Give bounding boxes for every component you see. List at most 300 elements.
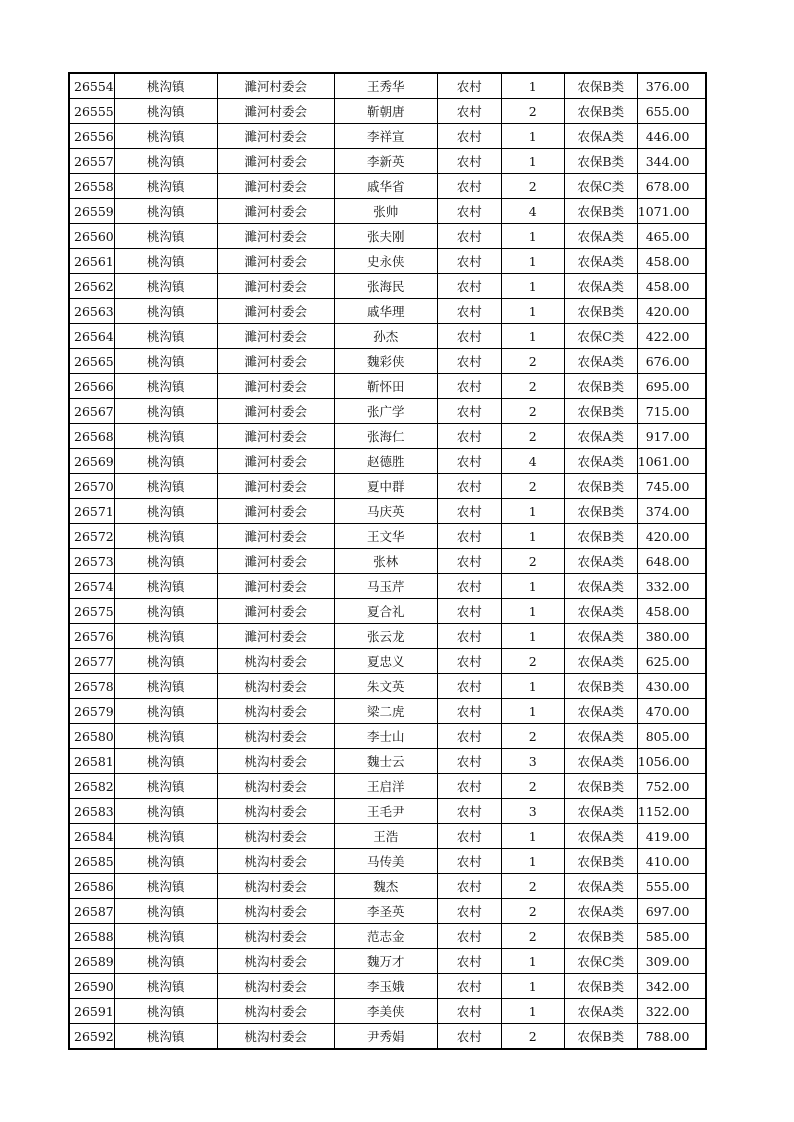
town-cell: 桃沟镇: [114, 324, 217, 349]
record-id-cell: 26567: [69, 399, 114, 424]
amount-cell: 380.00: [637, 624, 706, 649]
insurance-class-cell: 农保B类: [564, 1024, 637, 1050]
town-cell: 桃沟镇: [114, 424, 217, 449]
record-id-cell: 26579: [69, 699, 114, 724]
record-id-cell: 26590: [69, 974, 114, 999]
person-name-cell: 张帅: [334, 199, 437, 224]
town-cell: 桃沟镇: [114, 124, 217, 149]
record-id-cell: 26573: [69, 549, 114, 574]
village-committee-cell: 桃沟村委会: [217, 649, 334, 674]
person-name-cell: 戚华省: [334, 174, 437, 199]
amount-cell: 420.00: [637, 524, 706, 549]
table-row: [69, 299, 706, 324]
area-type-cell: 农村: [437, 549, 501, 574]
record-id-cell: 26586: [69, 874, 114, 899]
amount-cell: 745.00: [637, 474, 706, 499]
insurance-class-cell: 农保A类: [564, 224, 637, 249]
town-cell: 桃沟镇: [114, 174, 217, 199]
amount-cell: 344.00: [637, 149, 706, 174]
insurance-class-cell: 农保A类: [564, 249, 637, 274]
amount-cell: 655.00: [637, 99, 706, 124]
village-committee-cell: 濉河村委会: [217, 624, 334, 649]
amount-cell: 446.00: [637, 124, 706, 149]
record-id-cell: 26565: [69, 349, 114, 374]
town-cell: 桃沟镇: [114, 574, 217, 599]
table-row: [69, 1024, 706, 1050]
village-committee-cell: 濉河村委会: [217, 124, 334, 149]
insurance-class-cell: 农保A类: [564, 899, 637, 924]
insurance-class-cell: 农保A类: [564, 574, 637, 599]
area-type-cell: 农村: [437, 599, 501, 624]
person-name-cell: 马玉芹: [334, 574, 437, 599]
town-cell: 桃沟镇: [114, 349, 217, 374]
person-name-cell: 赵德胜: [334, 449, 437, 474]
person-name-cell: 靳朝唐: [334, 99, 437, 124]
village-committee-cell: 桃沟村委会: [217, 699, 334, 724]
table-row: [69, 449, 706, 474]
household-count-cell: 2: [501, 474, 564, 499]
village-committee-cell: 濉河村委会: [217, 149, 334, 174]
table-row: [69, 599, 706, 624]
village-committee-cell: 桃沟村委会: [217, 849, 334, 874]
village-committee-cell: 桃沟村委会: [217, 924, 334, 949]
amount-cell: 430.00: [637, 674, 706, 699]
area-type-cell: 农村: [437, 499, 501, 524]
insurance-class-cell: 农保A类: [564, 124, 637, 149]
person-name-cell: 张云龙: [334, 624, 437, 649]
village-committee-cell: 濉河村委会: [217, 524, 334, 549]
table-row: [69, 874, 706, 899]
record-id-cell: 26557: [69, 149, 114, 174]
record-id-cell: 26572: [69, 524, 114, 549]
table-row: [69, 699, 706, 724]
person-name-cell: 李美侠: [334, 999, 437, 1024]
insurance-class-cell: 农保B类: [564, 499, 637, 524]
insurance-class-cell: 农保C类: [564, 174, 637, 199]
area-type-cell: 农村: [437, 924, 501, 949]
record-id-cell: 26574: [69, 574, 114, 599]
household-count-cell: 1: [501, 499, 564, 524]
village-committee-cell: 桃沟村委会: [217, 824, 334, 849]
area-type-cell: 农村: [437, 73, 501, 99]
household-count-cell: 3: [501, 749, 564, 774]
record-id-cell: 26576: [69, 624, 114, 649]
amount-cell: 1152.00: [637, 799, 706, 824]
amount-cell: 465.00: [637, 224, 706, 249]
area-type-cell: 农村: [437, 324, 501, 349]
town-cell: 桃沟镇: [114, 699, 217, 724]
record-id-cell: 26580: [69, 724, 114, 749]
village-committee-cell: 桃沟村委会: [217, 1024, 334, 1050]
household-count-cell: 3: [501, 799, 564, 824]
household-count-cell: 2: [501, 774, 564, 799]
household-count-cell: 1: [501, 974, 564, 999]
table-row: [69, 524, 706, 549]
amount-cell: 805.00: [637, 724, 706, 749]
person-name-cell: 尹秀娟: [334, 1024, 437, 1050]
household-count-cell: 1: [501, 949, 564, 974]
amount-cell: 697.00: [637, 899, 706, 924]
record-id-cell: 26561: [69, 249, 114, 274]
record-id-cell: 26556: [69, 124, 114, 149]
amount-cell: 1061.00: [637, 449, 706, 474]
record-id-cell: 26591: [69, 999, 114, 1024]
amount-cell: 420.00: [637, 299, 706, 324]
insurance-class-cell: 农保A类: [564, 824, 637, 849]
person-name-cell: 王秀华: [334, 73, 437, 99]
record-id-cell: 26588: [69, 924, 114, 949]
insurance-class-cell: 农保A类: [564, 549, 637, 574]
record-id-cell: 26555: [69, 99, 114, 124]
person-name-cell: 夏中群: [334, 474, 437, 499]
record-id-cell: 26562: [69, 274, 114, 299]
record-id-cell: 26568: [69, 424, 114, 449]
town-cell: 桃沟镇: [114, 599, 217, 624]
town-cell: 桃沟镇: [114, 474, 217, 499]
table-row: [69, 174, 706, 199]
town-cell: 桃沟镇: [114, 624, 217, 649]
area-type-cell: 农村: [437, 974, 501, 999]
table-row: [69, 724, 706, 749]
record-id-cell: 26577: [69, 649, 114, 674]
person-name-cell: 魏万才: [334, 949, 437, 974]
household-count-cell: 2: [501, 349, 564, 374]
person-name-cell: 夏合礼: [334, 599, 437, 624]
area-type-cell: 农村: [437, 799, 501, 824]
area-type-cell: 农村: [437, 274, 501, 299]
table-row: [69, 149, 706, 174]
amount-cell: 309.00: [637, 949, 706, 974]
table-row: [69, 824, 706, 849]
amount-cell: 470.00: [637, 699, 706, 724]
insurance-class-cell: 农保B类: [564, 474, 637, 499]
person-name-cell: 王启洋: [334, 774, 437, 799]
town-cell: 桃沟镇: [114, 149, 217, 174]
village-committee-cell: 桃沟村委会: [217, 674, 334, 699]
table-row: [69, 249, 706, 274]
household-count-cell: 2: [501, 874, 564, 899]
area-type-cell: 农村: [437, 574, 501, 599]
record-id-cell: 26569: [69, 449, 114, 474]
area-type-cell: 农村: [437, 474, 501, 499]
amount-cell: 410.00: [637, 849, 706, 874]
table-row: [69, 574, 706, 599]
village-committee-cell: 濉河村委会: [217, 499, 334, 524]
town-cell: 桃沟镇: [114, 724, 217, 749]
household-count-cell: 2: [501, 174, 564, 199]
amount-cell: 676.00: [637, 349, 706, 374]
insurance-class-cell: 农保A类: [564, 749, 637, 774]
insurance-class-cell: 农保B类: [564, 149, 637, 174]
household-count-cell: 1: [501, 699, 564, 724]
household-count-cell: 1: [501, 574, 564, 599]
amount-cell: 695.00: [637, 374, 706, 399]
area-type-cell: 农村: [437, 999, 501, 1024]
person-name-cell: 马传美: [334, 849, 437, 874]
insurance-class-cell: 农保B类: [564, 99, 637, 124]
area-type-cell: 农村: [437, 224, 501, 249]
person-name-cell: 夏忠义: [334, 649, 437, 674]
amount-cell: 322.00: [637, 999, 706, 1024]
person-name-cell: 张广学: [334, 399, 437, 424]
village-committee-cell: 濉河村委会: [217, 424, 334, 449]
village-committee-cell: 濉河村委会: [217, 399, 334, 424]
amount-cell: 458.00: [637, 599, 706, 624]
town-cell: 桃沟镇: [114, 399, 217, 424]
record-id-cell: 26584: [69, 824, 114, 849]
table-row: [69, 549, 706, 574]
person-name-cell: 李祥宣: [334, 124, 437, 149]
village-committee-cell: 濉河村委会: [217, 249, 334, 274]
village-committee-cell: 濉河村委会: [217, 73, 334, 99]
amount-cell: 458.00: [637, 249, 706, 274]
village-committee-cell: 濉河村委会: [217, 349, 334, 374]
town-cell: 桃沟镇: [114, 774, 217, 799]
insurance-class-cell: 农保B类: [564, 849, 637, 874]
record-id-cell: 26582: [69, 774, 114, 799]
household-count-cell: 1: [501, 149, 564, 174]
insurance-class-cell: 农保A类: [564, 349, 637, 374]
person-name-cell: 王毛尹: [334, 799, 437, 824]
household-count-cell: 1: [501, 524, 564, 549]
household-count-cell: 4: [501, 449, 564, 474]
area-type-cell: 农村: [437, 724, 501, 749]
insurance-class-cell: 农保A类: [564, 599, 637, 624]
insurance-class-cell: 农保A类: [564, 874, 637, 899]
amount-cell: 458.00: [637, 274, 706, 299]
village-committee-cell: 濉河村委会: [217, 374, 334, 399]
household-count-cell: 1: [501, 849, 564, 874]
amount-cell: 715.00: [637, 399, 706, 424]
area-type-cell: 农村: [437, 449, 501, 474]
insurance-class-cell: 农保A类: [564, 999, 637, 1024]
area-type-cell: 农村: [437, 849, 501, 874]
area-type-cell: 农村: [437, 424, 501, 449]
amount-cell: 1071.00: [637, 199, 706, 224]
town-cell: 桃沟镇: [114, 73, 217, 99]
insurance-class-cell: 农保C类: [564, 949, 637, 974]
village-committee-cell: 濉河村委会: [217, 299, 334, 324]
amount-cell: 788.00: [637, 1024, 706, 1050]
household-count-cell: 2: [501, 549, 564, 574]
household-count-cell: 1: [501, 274, 564, 299]
table-row: [69, 924, 706, 949]
town-cell: 桃沟镇: [114, 249, 217, 274]
area-type-cell: 农村: [437, 99, 501, 124]
insurance-class-cell: 农保A类: [564, 274, 637, 299]
household-count-cell: 4: [501, 199, 564, 224]
village-committee-cell: 桃沟村委会: [217, 874, 334, 899]
person-name-cell: 孙杰: [334, 324, 437, 349]
household-count-cell: 1: [501, 624, 564, 649]
insurance-class-cell: 农保B类: [564, 399, 637, 424]
village-committee-cell: 桃沟村委会: [217, 974, 334, 999]
person-name-cell: 朱文英: [334, 674, 437, 699]
person-name-cell: 王文华: [334, 524, 437, 549]
table-row: [69, 424, 706, 449]
village-committee-cell: 濉河村委会: [217, 174, 334, 199]
table-row: [69, 799, 706, 824]
record-id-cell: 26559: [69, 199, 114, 224]
town-cell: 桃沟镇: [114, 299, 217, 324]
area-type-cell: 农村: [437, 874, 501, 899]
insurance-class-cell: 农保B类: [564, 974, 637, 999]
town-cell: 桃沟镇: [114, 524, 217, 549]
person-name-cell: 史永侠: [334, 249, 437, 274]
town-cell: 桃沟镇: [114, 949, 217, 974]
town-cell: 桃沟镇: [114, 874, 217, 899]
village-committee-cell: 桃沟村委会: [217, 724, 334, 749]
village-committee-cell: 濉河村委会: [217, 224, 334, 249]
amount-cell: 678.00: [637, 174, 706, 199]
table-row: [69, 974, 706, 999]
amount-cell: 625.00: [637, 649, 706, 674]
person-name-cell: 王浩: [334, 824, 437, 849]
amount-cell: 648.00: [637, 549, 706, 574]
household-count-cell: 1: [501, 999, 564, 1024]
insurance-class-cell: 农保B类: [564, 524, 637, 549]
insurance-class-cell: 农保C类: [564, 324, 637, 349]
record-id-cell: 26554: [69, 73, 114, 99]
area-type-cell: 农村: [437, 349, 501, 374]
household-count-cell: 1: [501, 224, 564, 249]
household-count-cell: 2: [501, 649, 564, 674]
table-row: [69, 324, 706, 349]
area-type-cell: 农村: [437, 1024, 501, 1050]
person-name-cell: 李士山: [334, 724, 437, 749]
town-cell: 桃沟镇: [114, 824, 217, 849]
area-type-cell: 农村: [437, 824, 501, 849]
person-name-cell: 张林: [334, 549, 437, 574]
insurance-class-cell: 农保B类: [564, 674, 637, 699]
town-cell: 桃沟镇: [114, 974, 217, 999]
area-type-cell: 农村: [437, 524, 501, 549]
household-count-cell: 2: [501, 724, 564, 749]
record-id-cell: 26570: [69, 474, 114, 499]
record-id-cell: 26585: [69, 849, 114, 874]
town-cell: 桃沟镇: [114, 99, 217, 124]
insurance-class-cell: 农保B类: [564, 299, 637, 324]
town-cell: 桃沟镇: [114, 899, 217, 924]
table-row: [69, 224, 706, 249]
table-row: [69, 749, 706, 774]
insurance-class-cell: 农保B类: [564, 924, 637, 949]
table-row: [69, 999, 706, 1024]
household-count-cell: 2: [501, 924, 564, 949]
person-name-cell: 马庆英: [334, 499, 437, 524]
table-row: [69, 624, 706, 649]
village-committee-cell: 濉河村委会: [217, 574, 334, 599]
person-name-cell: 李玉娥: [334, 974, 437, 999]
insurance-class-cell: 农保B类: [564, 199, 637, 224]
insurance-class-cell: 农保A类: [564, 449, 637, 474]
area-type-cell: 农村: [437, 774, 501, 799]
amount-cell: 917.00: [637, 424, 706, 449]
area-type-cell: 农村: [437, 949, 501, 974]
amount-cell: 342.00: [637, 974, 706, 999]
village-committee-cell: 桃沟村委会: [217, 899, 334, 924]
village-committee-cell: 濉河村委会: [217, 199, 334, 224]
amount-cell: 555.00: [637, 874, 706, 899]
town-cell: 桃沟镇: [114, 799, 217, 824]
area-type-cell: 农村: [437, 899, 501, 924]
area-type-cell: 农村: [437, 749, 501, 774]
household-count-cell: 1: [501, 299, 564, 324]
person-name-cell: 魏杰: [334, 874, 437, 899]
area-type-cell: 农村: [437, 299, 501, 324]
area-type-cell: 农村: [437, 699, 501, 724]
table-row: [69, 849, 706, 874]
record-id-cell: 26564: [69, 324, 114, 349]
table-row: [69, 199, 706, 224]
amount-cell: 419.00: [637, 824, 706, 849]
town-cell: 桃沟镇: [114, 649, 217, 674]
village-committee-cell: 桃沟村委会: [217, 799, 334, 824]
record-id-cell: 26563: [69, 299, 114, 324]
town-cell: 桃沟镇: [114, 449, 217, 474]
village-committee-cell: 濉河村委会: [217, 549, 334, 574]
household-count-cell: 1: [501, 674, 564, 699]
amount-cell: 1056.00: [637, 749, 706, 774]
person-name-cell: 戚华理: [334, 299, 437, 324]
person-name-cell: 张夫刚: [334, 224, 437, 249]
person-name-cell: 李圣英: [334, 899, 437, 924]
table-row: [69, 124, 706, 149]
village-committee-cell: 桃沟村委会: [217, 999, 334, 1024]
town-cell: 桃沟镇: [114, 549, 217, 574]
person-name-cell: 魏彩侠: [334, 349, 437, 374]
person-name-cell: 梁二虎: [334, 699, 437, 724]
household-count-cell: 2: [501, 899, 564, 924]
household-count-cell: 1: [501, 824, 564, 849]
area-type-cell: 农村: [437, 374, 501, 399]
person-name-cell: 张海民: [334, 274, 437, 299]
household-count-cell: 2: [501, 1024, 564, 1050]
insurance-class-cell: 农保A类: [564, 424, 637, 449]
record-id-cell: 26560: [69, 224, 114, 249]
village-committee-cell: 桃沟村委会: [217, 949, 334, 974]
insurance-class-cell: 农保B类: [564, 774, 637, 799]
record-id-cell: 26581: [69, 749, 114, 774]
table-row: [69, 499, 706, 524]
area-type-cell: 农村: [437, 174, 501, 199]
table-row: [69, 474, 706, 499]
town-cell: 桃沟镇: [114, 924, 217, 949]
table-row: [69, 899, 706, 924]
amount-cell: 374.00: [637, 499, 706, 524]
record-id-cell: 26571: [69, 499, 114, 524]
town-cell: 桃沟镇: [114, 274, 217, 299]
household-count-cell: 1: [501, 124, 564, 149]
area-type-cell: 农村: [437, 674, 501, 699]
town-cell: 桃沟镇: [114, 999, 217, 1024]
record-id-cell: 26592: [69, 1024, 114, 1050]
record-id-cell: 26583: [69, 799, 114, 824]
area-type-cell: 农村: [437, 149, 501, 174]
table-row: [69, 674, 706, 699]
area-type-cell: 农村: [437, 399, 501, 424]
town-cell: 桃沟镇: [114, 499, 217, 524]
amount-cell: 752.00: [637, 774, 706, 799]
town-cell: 桃沟镇: [114, 374, 217, 399]
table-row: [69, 274, 706, 299]
table-row: [69, 774, 706, 799]
record-id-cell: 26575: [69, 599, 114, 624]
table-row: [69, 99, 706, 124]
household-count-cell: 1: [501, 324, 564, 349]
town-cell: 桃沟镇: [114, 1024, 217, 1050]
record-id-cell: 26566: [69, 374, 114, 399]
